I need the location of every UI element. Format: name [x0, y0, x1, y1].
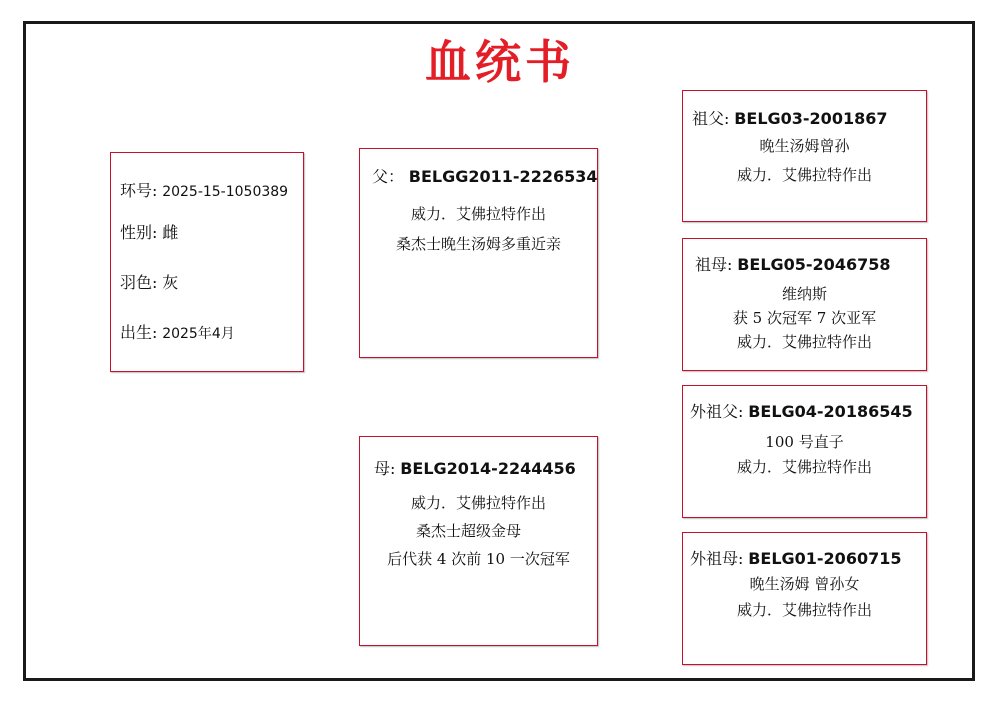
maternal-granddam-header: [690, 549, 901, 569]
bird-info-box: [110, 152, 304, 372]
maternal-granddam-box: [682, 532, 927, 665]
maternal-grandsire-box: [682, 385, 927, 518]
feather-color-label: 羽色:: [120, 273, 158, 292]
paternal-granddam-line-2: 获 5 次冠军 7 次亚军: [732, 309, 877, 327]
paternal-granddam-box: [682, 238, 927, 371]
paternal-granddam-ring-code: BELG05-2046758: [737, 255, 891, 274]
birth-row: [120, 323, 235, 344]
dam-label: 母:: [374, 459, 396, 478]
paternal-grandsire-label: 祖父:: [692, 109, 730, 128]
sire-ring-code: BELGG2011-2226534: [408, 167, 598, 186]
maternal-grandsire-header: [690, 402, 913, 422]
dam-header: [374, 459, 576, 479]
sire-label: 父：: [372, 167, 405, 186]
dam-line-2: 桑杰士超级金母: [415, 522, 521, 540]
maternal-grandsire-line-1: 100 号直子: [765, 433, 844, 451]
paternal-granddam-line-3: 威力．艾佛拉特作出: [736, 333, 872, 351]
certificate-title: 血统书: [425, 35, 575, 89]
sex-label: 性别:: [120, 223, 158, 242]
paternal-grandsire-header: [692, 109, 887, 129]
maternal-grandsire-ring-code: BELG04-20186545: [748, 402, 913, 421]
maternal-granddam-label: 外祖母:: [690, 549, 744, 568]
dam-ring-code: BELG2014-2244456: [400, 459, 576, 478]
ring-number-label: 环号:: [120, 181, 158, 200]
paternal-grandsire-ring-code: BELG03-2001867: [734, 109, 888, 128]
ring-number-row: [120, 181, 288, 202]
sire-box: [359, 148, 598, 358]
maternal-granddam-line-2: 威力．艾佛拉特作出: [736, 601, 872, 619]
maternal-granddam-line-1: 晚生汤姆 曾孙女: [749, 575, 860, 593]
feather-color-row: [120, 273, 178, 293]
sex-row: [120, 223, 178, 243]
paternal-grandsire-line-1: 晚生汤姆曾孙: [759, 137, 850, 155]
maternal-grandsire-label: 外祖父:: [690, 402, 744, 421]
sex-value: 雌: [162, 223, 179, 242]
paternal-grandsire-box: [682, 90, 927, 222]
ring-number-value: 2025-15-1050389: [162, 184, 289, 200]
dam-line-1: 威力．艾佛拉特作出: [410, 494, 546, 512]
paternal-granddam-header: [695, 255, 890, 275]
maternal-granddam-ring-code: BELG01-2060715: [748, 549, 902, 568]
paternal-grandsire-line-2: 威力．艾佛拉特作出: [736, 166, 872, 184]
dam-line-3: 后代获 4 次前 10 一次冠军: [387, 550, 570, 568]
paternal-granddam-label: 祖母:: [695, 255, 733, 274]
birth-value: 2025年4月: [162, 326, 235, 342]
birth-label: 出生:: [120, 323, 158, 342]
sire-line-2: 桑杰士晚生汤姆多重近亲: [395, 235, 561, 253]
sire-header: [372, 167, 597, 187]
paternal-granddam-line-1: 维纳斯: [781, 285, 827, 303]
feather-color-value: 灰: [162, 273, 179, 292]
dam-box: [359, 436, 598, 646]
maternal-grandsire-line-2: 威力．艾佛拉特作出: [736, 458, 872, 476]
sire-line-1: 威力．艾佛拉特作出: [410, 205, 546, 223]
